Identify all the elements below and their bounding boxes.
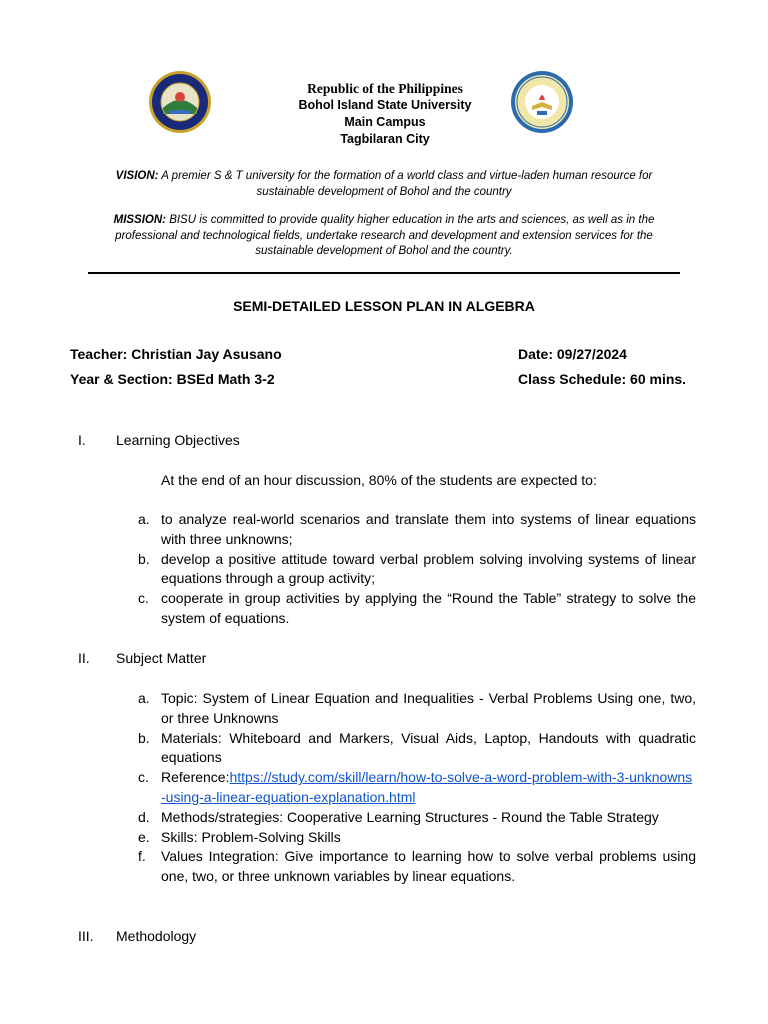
bisu-seal-logo (148, 70, 212, 134)
list-item-text: Materials: Whiteboard and Markers, Visual Aids, Laptop, Handouts with quadratic equations (161, 729, 696, 766)
mission-text: BISU is committed to provide quality higher education in the arts and sciences, as well as in the professional and technological fields, undertake research and development and extension services for the sustainable development of Bohol and the country. (115, 214, 655, 257)
list-item (138, 828, 696, 848)
vision-label: VISION: (115, 170, 159, 182)
header-divider (88, 272, 680, 274)
section-number: II. (78, 650, 90, 666)
class-schedule: Class Schedule: 60 mins. (518, 371, 687, 387)
header-campus: Main Campus (344, 115, 426, 129)
teacher-name: Teacher: Christian Jay Asusano (70, 346, 282, 362)
list-item-text: Reference: (161, 769, 230, 786)
lesson-date: Date: 09/27/2024 (518, 346, 627, 362)
objectives-list (138, 510, 696, 629)
list-marker: d. (138, 808, 150, 825)
university-header (240, 80, 530, 148)
vision-text: A premier S & T university for the formation of a world class and virtue-laden human resource for sustainable development of Bohol and the country (158, 170, 653, 198)
section-label: Subject Matter (116, 650, 207, 666)
list-item-text: cooperate in group activities by applying the “Round the Table” strategy to solve the system of equations. (161, 590, 696, 626)
objectives-intro: At the end of an hour discussion, 80% of the students are expected to: (161, 472, 597, 488)
list-item-text: Topic: System of Linear Equation and Inequalities - Verbal Problems Using one, two, or three Unknowns (161, 690, 696, 726)
list-marker: a. (138, 690, 150, 706)
list-item-text: Skills: Problem-Solving Skills (161, 828, 341, 845)
list-marker: c. (138, 769, 149, 786)
list-marker: f. (138, 848, 146, 865)
list-item (138, 768, 696, 808)
list-item (138, 510, 696, 550)
list-marker: b. (138, 550, 150, 567)
list-marker: b. (138, 729, 150, 746)
section-number: III. (78, 928, 94, 944)
list-marker: a. (138, 511, 150, 527)
section-number: I. (78, 432, 86, 448)
list-item (138, 847, 696, 887)
list-item (138, 550, 696, 590)
vision-statement (88, 169, 680, 200)
subject-matter-list (138, 689, 696, 887)
list-item (138, 808, 696, 828)
list-item-text: Methods/strategies: Cooperative Learning Structures - Round the Table Strategy (161, 808, 659, 825)
header-republic: Republic of the Philippines (307, 81, 463, 96)
list-item-text: to analyze real-world scenarios and translate them into systems of linear equations with three unknowns; (161, 511, 696, 547)
mission-statement (88, 213, 680, 260)
header-university: Bohol Island State University (298, 98, 472, 112)
section-label: Learning Objectives (116, 432, 240, 448)
list-item (138, 729, 696, 769)
list-item (138, 589, 696, 629)
section-label: Methodology (116, 928, 197, 944)
list-item-text: Values Integration: Give importance to learning how to solve verbal problems using one, two, or three unknown variables by linear equations. (161, 848, 696, 885)
list-item (138, 689, 696, 729)
list-item-text: develop a positive attitude toward verbal problem solving involving systems of linear equations through a group activity; (161, 550, 696, 587)
list-marker: c. (138, 590, 149, 607)
reference-link[interactable]: https://study.com/skill/learn/how-to-solve-a-word-problem-with-3-unknowns-using-a-linear-equation-explanation.html (161, 769, 693, 805)
year-section: Year & Section: BSEd Math 3-2 (70, 371, 275, 387)
header-city: Tagbilaran City (340, 132, 430, 146)
mission-label: MISSION: (113, 214, 166, 226)
list-marker: e. (138, 828, 150, 845)
lesson-plan-title: SEMI-DETAILED LESSON PLAN IN ALGEBRA (233, 298, 535, 314)
